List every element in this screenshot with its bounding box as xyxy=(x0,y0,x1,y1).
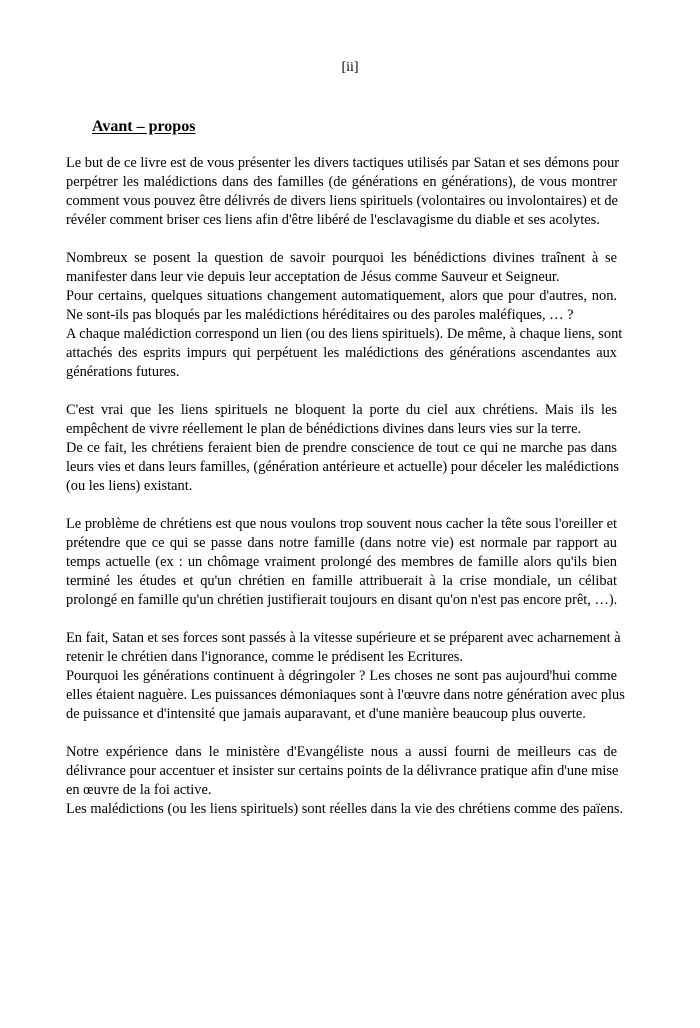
text-line: attachés des esprits impurs qui perpétuent les malédictions des générations ascendantes aux xyxy=(66,345,617,361)
text-line: C'est vrai que les liens spirituels ne bloquent la porte du ciel aux chrétiens. Mais ils les xyxy=(66,402,617,418)
text-line: A chaque malédiction correspond un lien (ou des liens spirituels). De même, à chaque liens, sont xyxy=(66,326,623,342)
text-line: de puissance et d'intensité que jamais auparavant, et d'une manière beaucoup plus ouverte. xyxy=(66,706,586,722)
text-line: temps actuelle (ex : un chômage vraiment prolongé des membres de famille alors qu'ils bien xyxy=(66,554,617,570)
text-line: En fait, Satan et ses forces sont passés à la vitesse supérieure et se préparent avec acharnement à xyxy=(66,630,621,646)
text-line: terminé les études et qu'un chrétien en famille attribuerait à la crise mondiale, un célibat xyxy=(66,573,617,589)
text-line: elles étaient naguère. Les puissances démoniaques sont à l'œuvre dans notre génération avec plus xyxy=(66,687,625,703)
paragraph-6 xyxy=(66,743,624,819)
text-line: perpétrer les malédictions dans des familles (de générations en générations), de vous montrer xyxy=(66,174,617,190)
text-line: (ou les liens) existant. xyxy=(66,478,193,494)
text-line: comment vous pouvez être délivrés de divers liens spirituels (volontaires ou involontaires) et de xyxy=(66,193,618,209)
text-line: De ce fait, les chrétiens feraient bien de prendre conscience de tout ce qui ne marche pas dans xyxy=(66,440,617,456)
paragraph-3 xyxy=(66,401,620,496)
text-line: Nombreux se posent la question de savoir pourquoi les bénédictions divines traînent à se xyxy=(66,250,617,266)
text-line: Le but de ce livre est de vous présenter les divers tactiques utilisés par Satan et ses démons pour xyxy=(66,155,620,171)
text-line: prolongé en famille qu'un chrétien justifierait toujours en disant qu'on n'est pas encore prêt, …). xyxy=(66,592,618,608)
text-line: en œuvre de la foi active. xyxy=(66,782,212,798)
text-line: retenir le chrétien dans l'ignorance, comme le prédisent les Ecritures. xyxy=(66,649,463,665)
paragraph-1 xyxy=(66,154,620,230)
paragraph-5 xyxy=(66,629,625,724)
body-text xyxy=(66,154,625,838)
text-line: révéler comment briser ces liens afin d'être libéré de l'esclavagisme du diable et ses acolytes. xyxy=(66,212,600,228)
text-line: Ne sont-ils pas bloqués par les malédictions héréditaires ou des paroles maléfiques, … ? xyxy=(66,307,574,323)
text-line: empêchent de vivre réellement le plan de bénédictions divines dans leurs vies sur la terre. xyxy=(66,421,582,437)
text-line: Le problème de chrétiens est que nous voulons trop souvent nous cacher la tête sous l'oreiller et xyxy=(66,516,617,532)
text-line: Les malédictions (ou les liens spirituels) sont réelles dans la vie des chrétiens comme des païens. xyxy=(66,801,624,817)
text-line: Pourquoi les générations continuent à dégringoler ? Les choses ne sont pas aujourd'hui comme xyxy=(66,668,617,684)
text-line: prétendre que ce qui se passe dans notre famille (dans notre vie) est normale par rapport au xyxy=(66,535,617,551)
text-line: Pour certains, quelques situations changement automatiquement, alors que pour d'autres, non. xyxy=(66,288,617,304)
text-line: délivrance pour accentuer et insister sur certains points de la délivrance pratique afin d'une mise xyxy=(66,763,619,779)
text-line: générations futures. xyxy=(66,364,180,380)
page-title: Avant – propos xyxy=(92,118,196,135)
text-line: manifester dans leur vie depuis leur acceptation de Jésus comme Sauveur et Seigneur. xyxy=(66,269,560,285)
text-line: leurs vies et dans leurs familles, (génération antérieure et actuelle) pour déceler les malédictions xyxy=(66,459,620,475)
paragraph-2 xyxy=(66,249,623,382)
page-number: [ii] xyxy=(341,60,359,75)
paragraph-4 xyxy=(66,515,617,610)
text-line: Notre expérience dans le ministère d'Evangéliste nous a aussi fourni de meilleurs cas de xyxy=(66,744,617,760)
